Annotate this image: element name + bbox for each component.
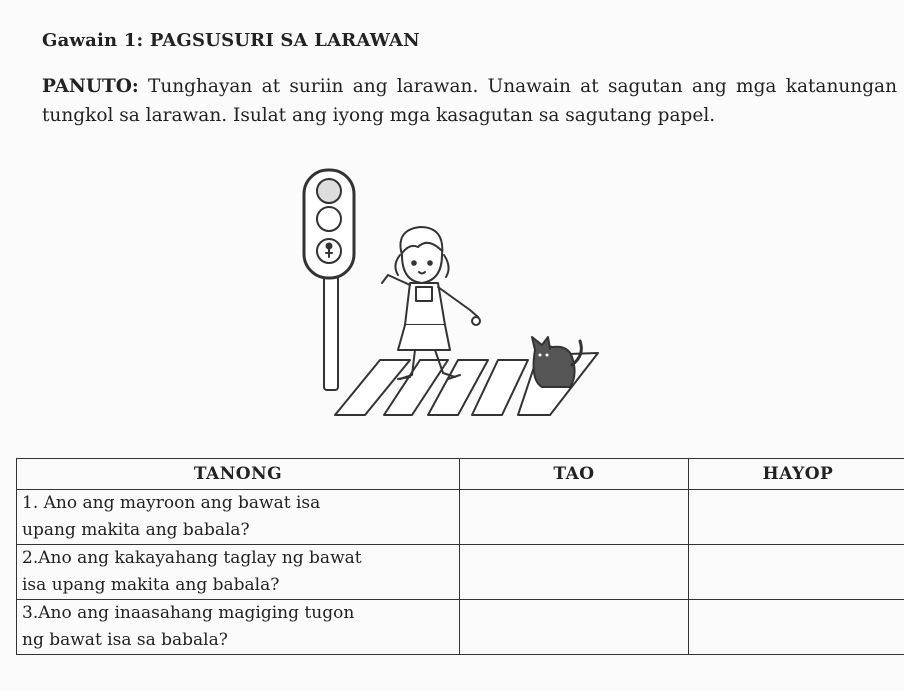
answer-cell-hayop[interactable] [689,600,904,655]
question-cell [17,545,460,600]
table-row [17,545,904,600]
header-tao: TAO [460,459,689,490]
question-line: 3.Ano ang inaasahang magiging tugon [22,603,355,623]
answer-cell-tao[interactable] [460,490,689,545]
question-cell [17,490,460,545]
table-header-row [17,459,904,490]
question-line: upang makita ang babala? [22,520,250,540]
question-line: 1. Ano ang mayroon ang bawat isa [22,493,321,513]
instruction-label: PANUTO: [42,76,139,97]
header-hayop: HAYOP [689,459,904,490]
cat-icon [532,337,581,387]
answer-cell-hayop[interactable] [689,545,904,600]
instruction-text: Tunghayan at suriin ang larawan. Unawain at sagutan ang mga katanungan tungkol sa larawan. Isulat ang iyong mga kasagutan sa sagutang papel. [42,76,897,126]
question-line: ng bawat isa sa babala? [22,630,228,650]
answer-cell-hayop[interactable] [689,490,904,545]
activity-title: Gawain 1: PAGSUSURI SA LARAWAN [42,30,420,51]
question-cell [17,600,460,655]
pedestrian-girl-icon [382,227,480,379]
instructions [42,72,897,130]
question-line: 2.Ano ang kakayahang taglay ng bawat [22,548,362,568]
answer-cell-tao[interactable] [460,545,689,600]
table-row [17,490,904,545]
table-row [17,600,904,655]
illustration [280,165,620,430]
answer-cell-tao[interactable] [460,600,689,655]
traffic-light-icon [304,170,354,390]
worksheet-table [16,458,904,655]
header-tanong: TANONG [17,459,460,490]
question-line: isa upang makita ang babala? [22,575,280,595]
